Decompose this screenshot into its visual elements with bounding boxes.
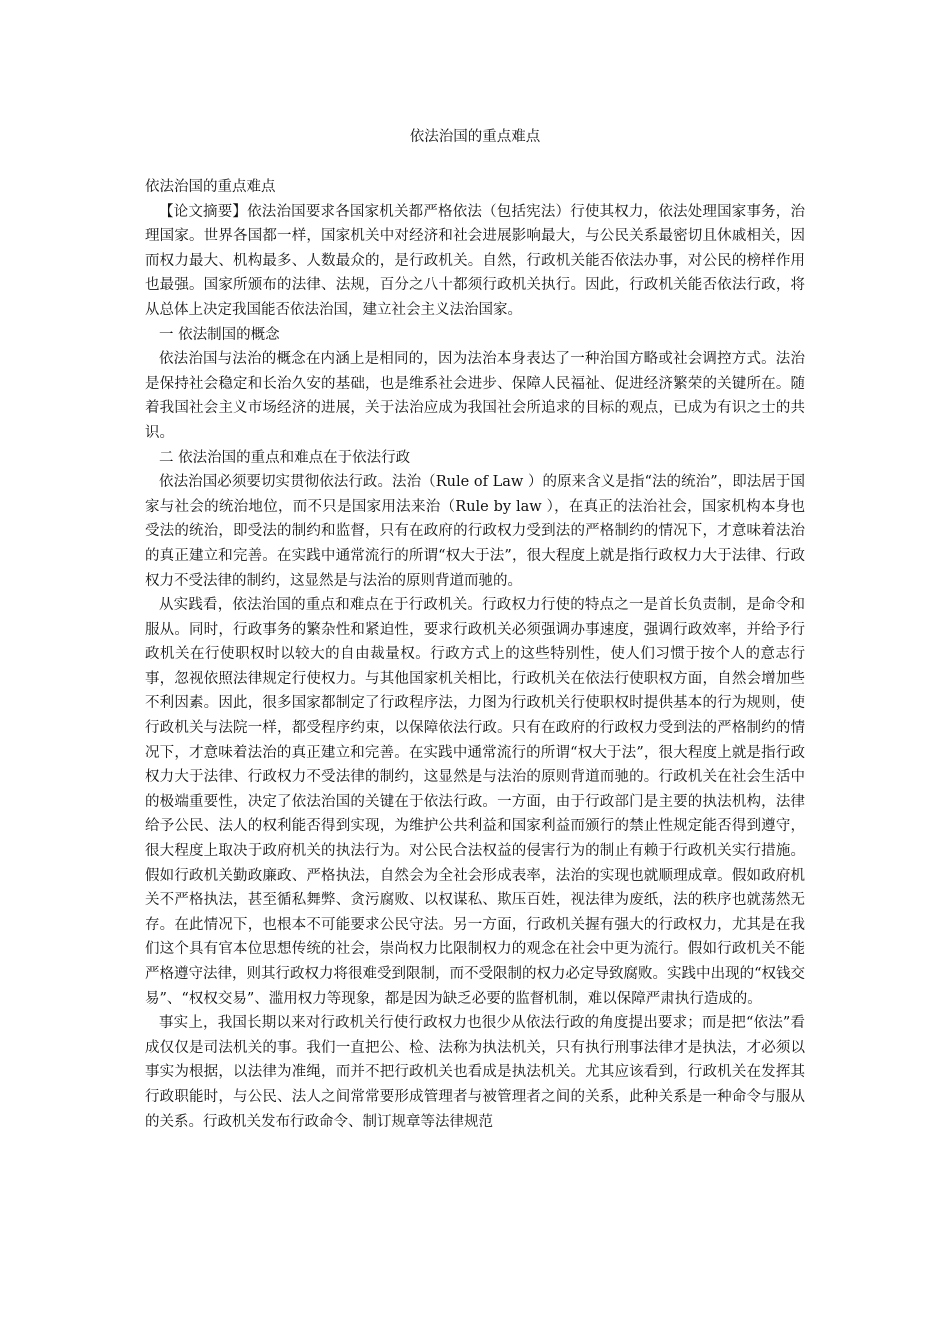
body-paragraph: 依法治国必须要切实贯彻依法行政。法治（Rule of Law ）的原来含义是指“法的统治”，即法居于国家与社会的统治地位，而不只是国家用法来治（Rule by law ），在真正的法治社会，国家机构本身也受法的统治，即受法的制约和监督，只有在政府的行政权力受到法的严格制约的情况下，才意味着法治的真正建立和完善。在实践中通常流行的所谓“权大于法”，很大程度上就是指行政权力大于法律、行政权力不受法律的制约，这显然是与法治的原则背道而驰的。 bbox=[145, 474, 805, 589]
document-body bbox=[145, 175, 805, 1134]
abstract-paragraph: 【论文摘要】依法治国要求各国家机关都严格依法（包括宪法）行使其权力，依法处理国家事务，治理国家。世界各国都一样，国家机关中对经济和社会进展影响最大，与公民关系最密切且休戚相关，因而权力最大、机构最多、人数最众的，是行政机关。自然，行政机关能否依法办事，对公民的榜样作用也最强。国家所颁布的法律、法规，百分之八十都须行政机关执行。因此，行政机关能否依法行政，将从总体上决定我国能否依法治国，建立社会主义法治国家。 bbox=[145, 203, 805, 318]
section-heading-1: 一 依法制国的概念 bbox=[159, 326, 280, 343]
body-paragraph: 事实上，我国长期以来对行政机关行使行政权力也很少从依法行政的角度提出要求；而是把“依法”看成仅仅是司法机关的事。我们一直把公、检、法称为执法机关，只有执行刑事法律才是执法，才必须以事实为根据，以法律为准绳，而并不把行政机关也看成是执法机关。尤其应该看到，行政机关在发挥其行政职能时，与公民、法人之间常常要形成管理者与被管理者之间的关系，此种关系是一种命令与服从的关系。行政机关发布行政命令、制订规章等法律规范 bbox=[145, 1015, 805, 1130]
body-paragraph: 从实践看，依法治国的重点和难点在于行政机关。行政权力行使的特点之一是首长负责制，是命令和服从。同时，行政事务的繁杂性和紧迫性，要求行政机关必须强调办事速度，强调行政效率，并给予行政机关在行使职权时以较大的自由裁量权。行政方式上的这些特别性，使人们习惯于按个人的意志行事，忽视依照法律规定行使权力。与其他国家机关相比，行政机关在依法行使职权方面，自然会增加些不利因素。因此，很多国家都制定了行政程序法，力图为行政机关行使职权时提供基本的行为规则，使行政机关与法院一样，都受程序约束，以保障依法行政。只有在政府的行政权力受到法的严格制约的情况下，才意味着法治的真正建立和完善。在实践中通常流行的所谓“权大于法”，很大程度上就是指行政权力大于法律、行政权力不受法律的制约，这显然是与法治的原则背道而驰的。行政机关在社会生活中的极端重要性，决定了依法治国的关键在于依法行政。一方面，由于行政部门是主要的执法机构，法律给予公民、法人的权利能否得到实现，为维护公共利益和国家利益而颁行的禁止性规定能否得到遵守，很大程度上取决于政府机关的执法行为。对公民合法权益的侵害行为的制止有赖于行政机关实行措施。假如行政机关勤政廉政、严格执法，自然会为全社会形成表率，法治的实现也就顺理成章。假如政府机关不严格执法，甚至循私舞弊、贪污腐败、以权谋私、欺压百姓，视法律为废纸，法的秩序也就荡然无存。在此情况下，也根本不可能要求公民守法。另一方面，行政机关握有强大的行政权力，尤其是在我们这个具有官本位思想传统的社会，崇尚权力比限制权力的观念在社会中更为流行。假如行政机关不能严格遵守法律，则其行政权力将很难受到限制，而不受限制的权力必定导致腐败。实践中出现的“权钱交易”、“权权交易”、滥用权力等现象，都是因为缺乏必要的监督机制，难以保障严肃执行造成的。 bbox=[145, 597, 805, 1007]
section-heading-2: 二 依法治国的重点和难点在于依法行政 bbox=[159, 449, 411, 466]
body-paragraph: 依法治国与法治的概念在内涵上是相同的，因为法治本身表达了一种治国方略或社会调控方式。法治是保持社会稳定和长治久安的基础，也是维系社会进步、保障人民福祉、促进经济繁荣的关键所在。随着我国社会主义市场经济的进展，关于法治应成为我国社会所追求的目标的观点，已成为有识之士的共识。 bbox=[145, 351, 805, 441]
document-title: 依法治国的重点难点 bbox=[409, 129, 541, 145]
document-subtitle: 依法治国的重点难点 bbox=[145, 179, 276, 195]
